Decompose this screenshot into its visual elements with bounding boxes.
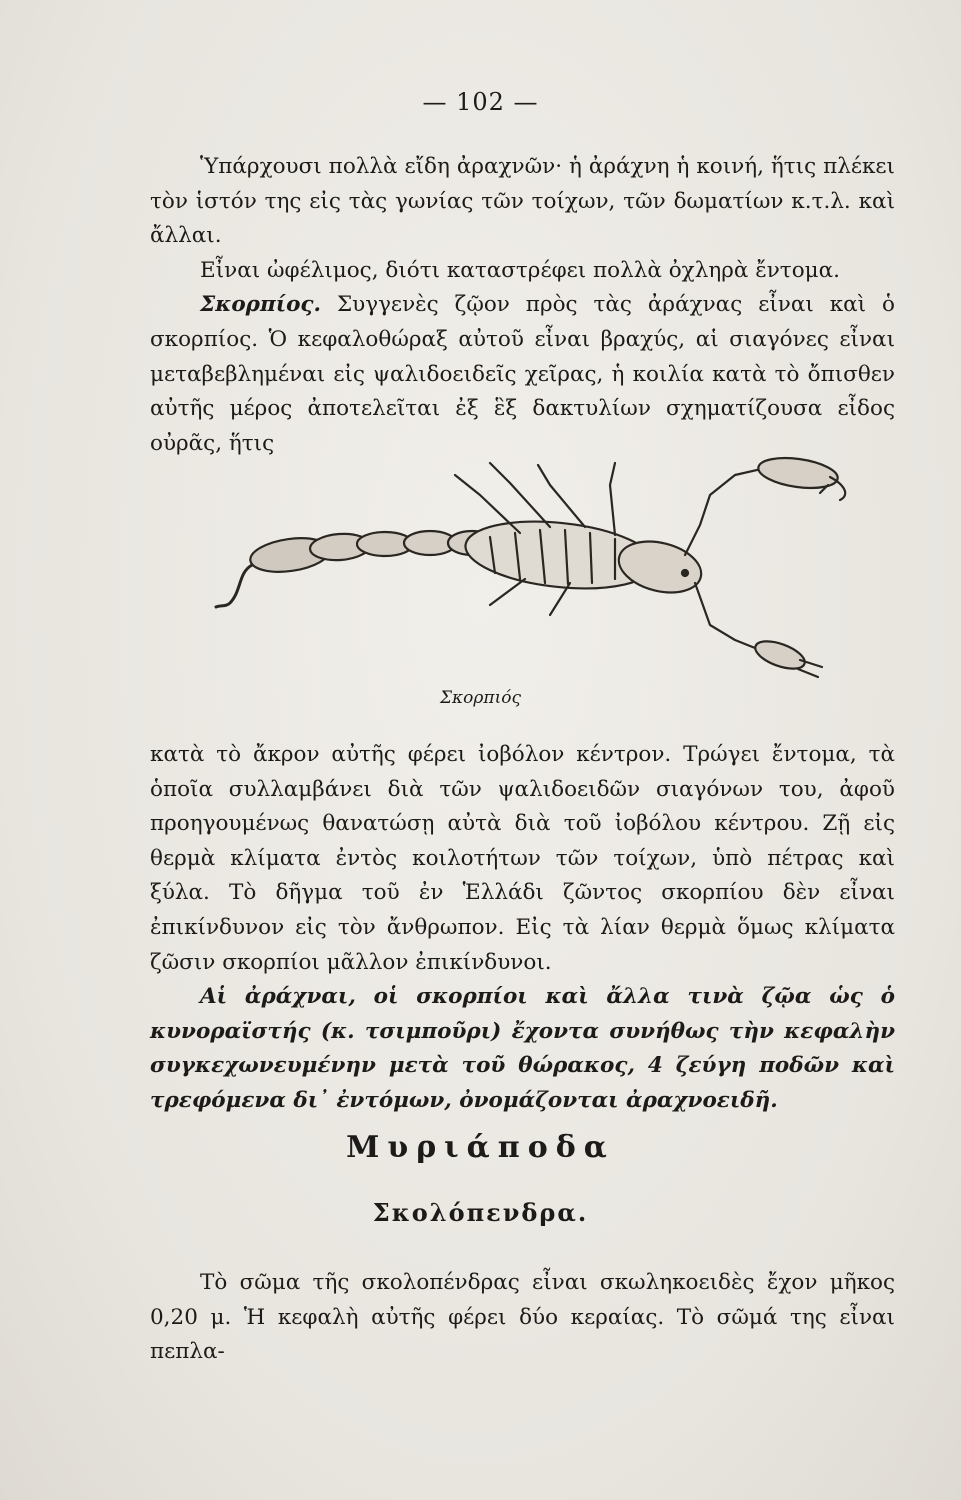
paragraph-spider-useful: Εἶναι ὠφέλιμος, διότι καταστρέφει πολλὰ ὀχληρὰ ἔντομα. xyxy=(200,257,840,283)
text-block-bottom xyxy=(150,1266,895,1370)
paragraph-scorpion xyxy=(150,288,895,461)
paragraph-scorpion-continued: κατὰ τὸ ἄκρον αὐτῆς φέρει ἰοβόλον κέντρον. Τρώγει ἔντομα, τὰ ὁποῖα συλλαμβάνει διὰ τῶν ψαλιδοειδῶν σιαγόνων του, ἀφοῦ προηγουμένως θανατώσῃ αὐτὰ διὰ τοῦ ἰοβόλου κέντρου. Ζῇ εἰς θερμὰ κλίματα ἐντὸς κοιλοτήτων τῶν τοίχων, ὑπὸ πέτρας καὶ ξύλα. Τὸ δῆγμα τοῦ ἐν Ἑλλάδι ζῶντος σκορπίου δὲν εἶναι ἐπικίνδυνον εἰς τὸν ἄνθρωπον. Εἰς τὰ λίαν θερμὰ ὅμως κλίματα ζῶσιν σκορπίοι μᾶλλον ἐπικίνδυνοι. xyxy=(150,742,895,975)
paragraph-centipede: Τὸ σῶμα τῆς σκολοπένδρας εἶναι σκωληκοειδὲς ἔχον μῆκος 0,20 μ. Ἡ κεφαλὴ αὐτῆς φέρει δύο κεραίας. Τὸ σῶμά της εἶναι πεπλα- xyxy=(150,1270,895,1365)
scorpion-description: Συγγενὲς ζῷον πρὸς τὰς ἀράχνας εἶναι καὶ ὁ σκορπίος. Ὁ κεφαλοθώραξ αὐτοῦ εἶναι βραχύς, αἱ σιαγόνες εἶναι μεταβεβλημέναι εἰς ψαλιδοειδεῖς χεῖρας, ἡ κοιλία κατὰ τὸ ὄπισθεν αὐτῆς μέρος ἀποτελεῖται ἐξ ἓξ δακτυλίων σχηματίζουσα εἶδος οὐρᾶς, ἥτις xyxy=(150,292,895,456)
paragraph-spider-types: Ὑπάρχουσι πολλὰ εἴδη ἀραχνῶν· ἡ ἀράχνη ἡ κοινή, ἥτις πλέκει τὸν ἱστόν της εἰς τὰς γωνίας τῶν τοίχων, τῶν δωματίων κ.τ.λ. καὶ ἄλλαι. xyxy=(150,154,895,249)
scorpion-illustration xyxy=(190,455,870,680)
section-heading-myriapoda: Μυριάποδα xyxy=(346,1130,615,1165)
text-block-middle xyxy=(150,738,895,1119)
scorpion-term: Σκορπίος. xyxy=(200,292,322,318)
page-number: — 102 — xyxy=(422,88,539,116)
subheading-centipede: Σκολόπενδρα. xyxy=(372,1198,589,1227)
figure-caption: Σκορπιός xyxy=(440,688,521,708)
text-block-top xyxy=(150,150,895,461)
paragraph-arachnids-summary: Αἱ ἀράχναι, οἱ σκορπίοι καὶ ἄλλα τινὰ ζῷα ὡς ὁ κυνοραϊστής (κ. τσιμποῦρι) ἔχοντα συνήθως τὴν κεφαλὴν συγκεχωνευμένην μετὰ τοῦ θώρακος, 4 ζεύγη ποδῶν καὶ τρεφόμενα δι᾽ ἐντόμων, ὀνομάζονται ἀραχνοειδῆ. xyxy=(150,984,895,1113)
